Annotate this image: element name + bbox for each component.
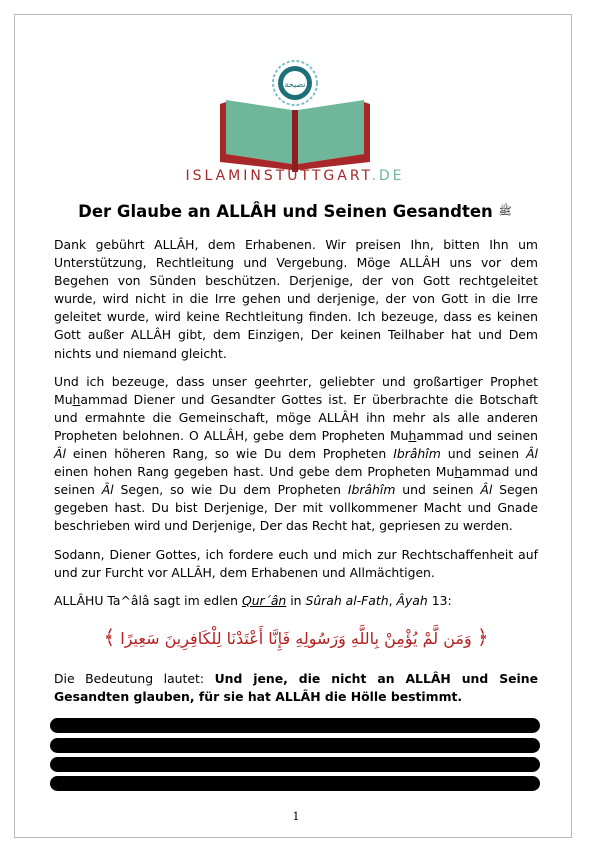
body-text — [54, 236, 538, 620]
islaminstuttgart-logo — [140, 58, 450, 188]
redaction-bar — [50, 738, 540, 753]
paragraph-3: Sodann, Diener Gottes, ich fordere euch und mich zur Rechtschaffenheit auf und zur Furcht vor ALLÂH, dem Erhabenen und Allmächtigen. — [54, 546, 538, 580]
verse-open-bracket: ﴿ — [476, 625, 489, 649]
paragraph-2: Und ich bezeuge, dass unser geehrter, geliebter und großartiger Prophet Muhammad Diener und Gesandter Gottes ist. Er überbrachte die Botschaft und ermahnte die Gemeinschaft, möge ALLÂH ihn mehr als alle anderen Propheten belohnen. O ALLÂH, gebe dem Propheten Muhammad und seinen Âl einen höheren Rang, so wie Du dem Propheten Ibrâhîm und seinen Âl einen hohen Rang gegeben hast. Und gebe dem Propheten Muhammad und seinen Âl Segen, so wie Du dem Propheten Ibrâhîm und seinen Âl Segen gegeben hast. Du bist Derjenige, Der mit vollkommener Macht und Gnade beschrieben wird und Derjenige, Der das Recht hat, gepriesen zu werden. — [54, 373, 539, 534]
paragraph-4: ALLÂHU Ta^âlâ sagt im edlen Qur´ân in Sûrah al-Fath, Âyah 13: — [54, 592, 452, 608]
verse-text: وَمَن لَّمْ يُؤْمِنْ بِاللَّهِ وَرَسُولِهِ فَإِنَّا أَعْتَدْنَا لِلْكَافِرِينَ سَعِيرًا — [120, 629, 472, 648]
svg-text:نصيحة: نصيحة — [284, 80, 306, 89]
quran-verse — [54, 622, 538, 654]
page-number: 1 — [292, 810, 300, 823]
open-book-icon — [220, 100, 370, 172]
page-title: Der Glaube an ALLÂH und Seinen Gesandten ﷺ — [78, 202, 512, 221]
salawat-symbol: ﷺ — [498, 204, 512, 218]
paragraph-1: Dank gebührt ALLÂH, dem Erhabenen. Wir preisen Ihn, bitten Ihn um Unterstützung, Rechtleitung und Vergebung. Möge ALLÂH uns vor dem Begehen von Sünden beschützen. Derjenige, der von Gott rechtgeleitet wurde, wird nicht in die Irre gehen und derjenige, der von Gott in die Irre geleitet wurde, wird keine Rechtleitung finden. Ich bezeuge, dass es keinen Gott außer ALLÂH gibt, dem Einzigen, Der keinen Teilhaber hat und Dem nichts und niemand gleicht. — [54, 237, 538, 361]
redaction-bar — [50, 718, 540, 733]
verse-close-bracket: ﴾ — [103, 625, 116, 649]
redaction-bar — [50, 776, 540, 791]
verse-meaning: Die Bedeutung lautet: Und jene, die nicht an ALLÂH und Seine Gesandten glauben, für sie hat ALLÂH die Hölle bestimmt. — [54, 671, 538, 705]
badge-icon — [273, 61, 317, 105]
logo-wordmark: ISLAMINSTUTTGART.DE — [185, 168, 405, 184]
redaction-bar — [50, 757, 540, 772]
